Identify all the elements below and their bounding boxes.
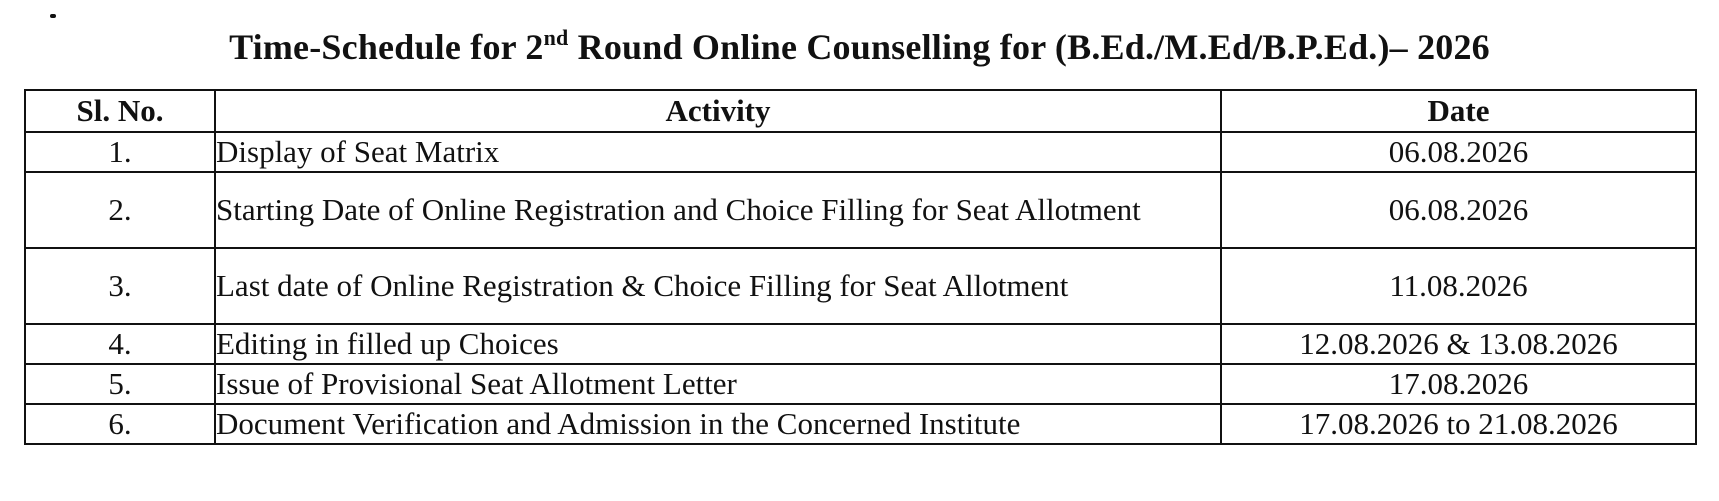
- row-date: 12.08.2026 & 13.08.2026: [1221, 324, 1696, 364]
- row-activity: Last date of Online Registration & Choice Filling for Seat Allotment: [215, 248, 1221, 324]
- schedule-table: [24, 89, 1697, 445]
- table-header-row: [25, 90, 1696, 132]
- table-row: [25, 248, 1696, 324]
- row-date: 17.08.2026 to 21.08.2026: [1221, 404, 1696, 444]
- row-activity: Document Verification and Admission in the Concerned Institute: [215, 404, 1221, 444]
- row-activity: Starting Date of Online Registration and Choice Filling for Seat Allotment: [215, 172, 1221, 248]
- row-date: 06.08.2026: [1221, 132, 1696, 172]
- table-row: [25, 172, 1696, 248]
- header-date: Date: [1221, 90, 1696, 132]
- row-sl-no: 4.: [25, 324, 215, 364]
- row-sl-no: 1.: [25, 132, 215, 172]
- row-sl-no: 6.: [25, 404, 215, 444]
- table-row: [25, 364, 1696, 404]
- title-suffix: Round Online Counselling for (B.Ed./M.Ed/B.P.Ed.)– 2026: [568, 27, 1490, 67]
- row-activity: Issue of Provisional Seat Allotment Letter: [215, 364, 1221, 404]
- row-sl-no: 3.: [25, 248, 215, 324]
- row-date: 06.08.2026: [1221, 172, 1696, 248]
- row-activity: Display of Seat Matrix: [215, 132, 1221, 172]
- header-sl-no: Sl. No.: [25, 90, 215, 132]
- row-sl-no: 5.: [25, 364, 215, 404]
- title-prefix: Time-Schedule for 2: [229, 27, 544, 67]
- title-superscript: nd: [543, 25, 569, 50]
- table-row: [25, 324, 1696, 364]
- row-sl-no: 2.: [25, 172, 215, 248]
- table-row: [25, 132, 1696, 172]
- table-row: [25, 404, 1696, 444]
- row-activity: Editing in filled up Choices: [215, 324, 1221, 364]
- header-activity: Activity: [215, 90, 1221, 132]
- scan-speck: [50, 14, 56, 18]
- page-title: [0, 26, 1719, 68]
- row-date: 11.08.2026: [1221, 248, 1696, 324]
- row-date: 17.08.2026: [1221, 364, 1696, 404]
